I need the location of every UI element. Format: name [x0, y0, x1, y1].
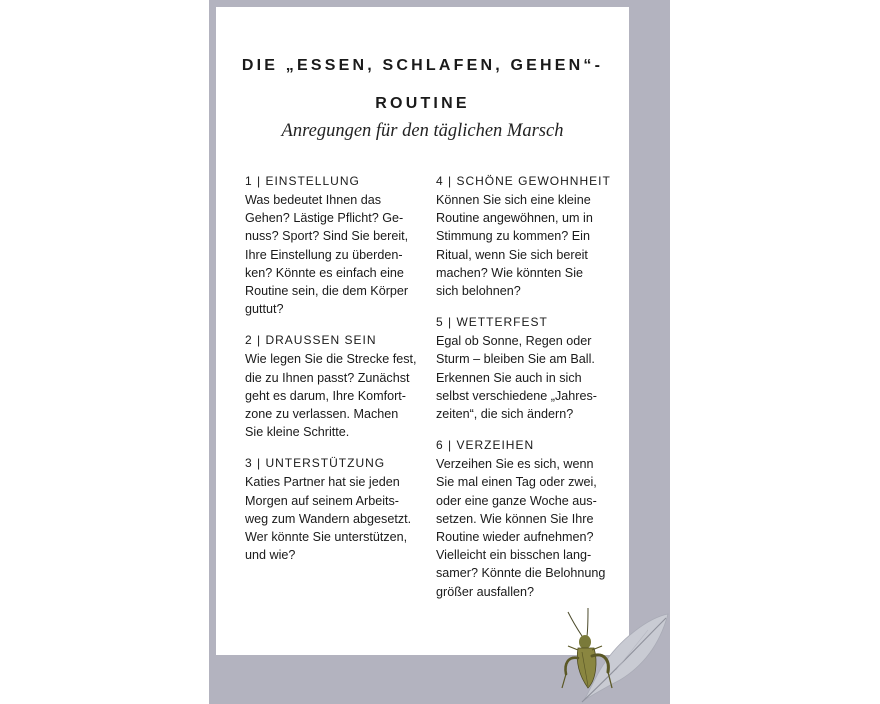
content-card [216, 7, 629, 655]
section-heading: 2 | DRAUSSEN SEIN [245, 333, 377, 348]
section-heading: 6 | VERZEIHEN [436, 438, 535, 453]
section-body: Können Sie sich eine kleine Routine angewöhnen, um in Stimmung zu kommen? Ein Ritual, wenn Sie sich bereit machen? Wie könnten Sie sich belohnen? [436, 193, 593, 299]
section-unterstuetzung [245, 455, 417, 564]
title-line-1: DIE „ESSEN, SCHLAFEN, GEHEN“- [241, 57, 604, 74]
section-heading: 5 | WETTERFEST [436, 315, 548, 330]
section-schoene-gewohnheit [436, 173, 626, 300]
section-einstellung [245, 173, 417, 318]
grasshopper-feather-icon [548, 600, 678, 704]
section-body: Wie legen Sie die Strecke fest, die zu Ihnen passt? Zunächst geht es darum, Ihre Komfort- zone zu verlassen. Machen Sie kleine Schritte. [245, 352, 417, 440]
page-title [216, 47, 629, 123]
section-body: Katies Partner hat sie jeden Morgen auf seinem Arbeits- weg zum Wandern abgesetzt. Wer könnte Sie unterstützen, und wie? [245, 475, 412, 563]
section-body: Was bedeutet Ihnen das Gehen? Lästige Pflicht? Ge- nuss? Sport? Sind Sie bereit, Ihre Einstellung zu überden- ken? Könnte es einfach eine Routine sein, die dem Körper guttut? [245, 193, 409, 317]
section-body: Verzeihen Sie es sich, wenn Sie mal einen Tag oder zwei, oder eine ganze Woche aus- setzen. Wie können Sie Ihre Routine wieder aufnehmen? Vielleicht ein bisschen lang- samer? Könnte die Belohnung größer ausfallen? [436, 457, 606, 599]
right-column [436, 173, 626, 615]
section-heading: 4 | SCHÖNE GEWOHNHEIT [436, 174, 611, 188]
section-draussen-sein [245, 332, 417, 441]
section-body: Egal ob Sonne, Regen oder Sturm – bleiben Sie am Ball. Erkennen Sie auch in sich selbst verschiedene „Jahres- zeiten“, die sich ändern? [436, 334, 597, 422]
left-column [245, 173, 417, 578]
section-heading: 3 | UNTERSTÜTZUNG [245, 456, 386, 471]
section-heading: 1 | EINSTELLUNG [245, 174, 360, 188]
page-subtitle: Anregungen für den täglichen Marsch [281, 121, 564, 141]
section-verzeihen [436, 437, 626, 601]
section-wetterfest [436, 314, 626, 423]
title-line-2: ROUTINE [375, 95, 470, 112]
